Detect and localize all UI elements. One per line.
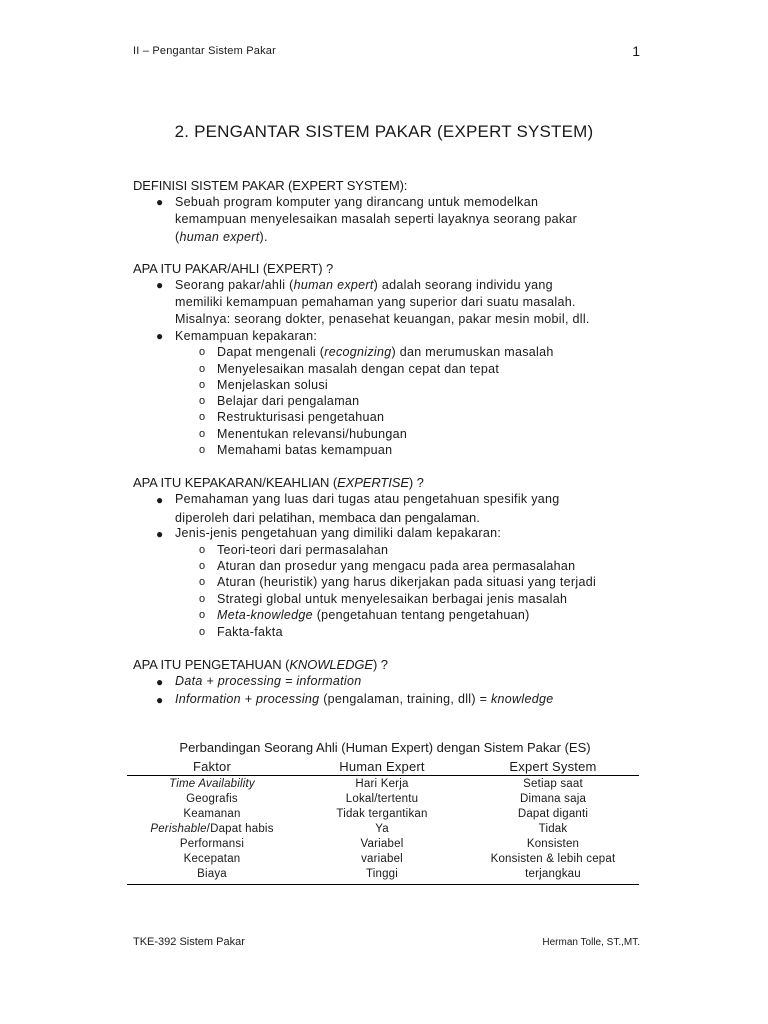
circle-bullet-icon: o <box>199 411 206 423</box>
bullet-icon: ● <box>156 278 164 292</box>
column-header: Expert System <box>467 758 639 776</box>
table-cell: Perishable/Dapat habis <box>150 822 274 835</box>
table-cell: terjangkau <box>467 866 639 885</box>
table-cell: Keamanan <box>183 807 241 820</box>
table-cell: Ya <box>375 822 389 835</box>
circle-bullet-icon: o <box>199 593 206 605</box>
circle-bullet-icon: o <box>199 576 206 588</box>
table-cell: Tidak <box>538 822 568 835</box>
sub-bullet-text: Meta-knowledge (pengetahuan tentang pengetahuan) <box>217 608 530 622</box>
section-heading-pakar: APA ITU PAKAR/AHLI (EXPERT) ? <box>133 261 334 276</box>
sub-bullet-text: Menjelaskan solusi <box>217 378 329 392</box>
bullet-icon: ● <box>156 329 164 343</box>
bullet-icon: ● <box>156 195 164 209</box>
page-number: 1 <box>632 43 640 59</box>
table-row <box>127 851 639 866</box>
table-cell: Konsisten & lebih cepat <box>490 852 616 865</box>
sub-bullet-text: Menyelesaikan masalah dengan cepat dan tepat <box>217 362 500 376</box>
sub-bullet-text: Aturan (heuristik) yang harus dikerjakan pada situasi yang terjadi <box>217 575 597 589</box>
footer-course: TKE-392 Sistem Pakar <box>133 936 245 948</box>
column-header: Faktor <box>127 758 297 776</box>
circle-bullet-icon: o <box>199 444 206 456</box>
sub-bullet-text: Dapat mengenali (recognizing) dan merumuskan masalah <box>217 345 554 359</box>
sub-bullet-text: Menentukan relevansi/hubungan <box>217 427 408 441</box>
table-cell: Time Availability <box>169 777 255 790</box>
table-cell: Konsisten <box>526 837 580 850</box>
sub-bullet-text: Teori-teori dari permasalahan <box>217 543 389 557</box>
table-cell: Tidak tergantikan <box>336 807 428 820</box>
running-header: II – Pengantar Sistem Pakar <box>133 45 276 57</box>
section-heading-pengetahuan: APA ITU PENGETAHUAN (KNOWLEDGE) ? <box>133 657 388 672</box>
bullet-icon: ● <box>156 693 164 707</box>
bullet-text: Kemampuan kepakaran: <box>175 329 318 343</box>
circle-bullet-icon: o <box>199 379 206 391</box>
circle-bullet-icon: o <box>199 428 206 440</box>
table-cell: Variabel <box>360 837 404 850</box>
table-cell: Setiap saat <box>523 777 583 790</box>
sub-bullet-text: Strategi global untuk menyelesaikan berbagai jenis masalah <box>217 592 568 606</box>
table-cell: Lokal/tertentu <box>345 792 419 805</box>
bullet-text: Seorang pakar/ahli (human expert) adalah seorang individu yang <box>175 278 553 292</box>
table-row <box>127 836 639 851</box>
bullet-text-cont: memiliki kemampuan pemahaman yang superior dari suatu masalah. <box>175 295 576 309</box>
circle-bullet-icon: o <box>199 363 206 375</box>
bullet-text: Pemahaman yang luas dari tugas atau pengetahuan spesifik yang <box>175 492 560 506</box>
circle-bullet-icon: o <box>199 346 206 358</box>
column-header: Human Expert <box>297 758 467 776</box>
bullet-text: Jenis-jenis pengetahuan yang dimiliki dalam kepakaran: <box>175 526 502 540</box>
table-cell: Biaya <box>127 866 297 885</box>
bullet-icon: ● <box>156 527 164 541</box>
table-cell: Dimana saja <box>519 792 587 805</box>
bullet-text-cont: diperoleh dari pelatihan, membaca dan pengalaman. <box>175 510 480 525</box>
table-row <box>127 821 639 836</box>
sub-bullet-text: Memahami batas kemampuan <box>217 443 393 457</box>
table-row <box>127 806 639 821</box>
section-heading-kepakaran: APA ITU KEPAKARAN/KEAHLIAN (EXPERTISE) ? <box>133 475 424 490</box>
circle-bullet-icon: o <box>199 560 206 572</box>
sub-bullet-text: Aturan dan prosedur yang mengacu pada area permasalahan <box>217 559 576 573</box>
comparison-table <box>127 758 639 885</box>
circle-bullet-icon: o <box>199 395 206 407</box>
table-cell: variabel <box>361 852 403 865</box>
circle-bullet-icon: o <box>199 626 206 638</box>
sub-bullet-text: Restrukturisasi pengetahuan <box>217 410 385 424</box>
footer-author: Herman Tolle, ST.,MT. <box>542 937 640 948</box>
table-cell: Dapat diganti <box>517 807 589 820</box>
sub-bullet-text: Belajar dari pengalaman <box>217 394 360 408</box>
sub-bullet-text: Fakta-fakta <box>217 625 283 639</box>
table-caption: Perbandingan Seorang Ahli (Human Expert) dengan Sistem Pakar (ES) <box>179 740 591 755</box>
circle-bullet-icon: o <box>199 544 206 556</box>
table-cell: Geografis <box>186 792 238 805</box>
bullet-text: Sebuah program komputer yang dirancang untuk memodelkan <box>175 195 539 209</box>
bullet-icon: ● <box>156 493 164 507</box>
table-row <box>127 791 639 806</box>
bullet-icon: ● <box>156 675 164 689</box>
bullet-text-cont: kemampuan menyelesaikan masalah seperti layaknya seorang pakar <box>175 212 578 226</box>
bullet-text-cont: (human expert). <box>175 230 268 244</box>
table-cell: Tinggi <box>297 866 467 885</box>
table-cell: Hari Kerja <box>355 777 409 790</box>
table-row <box>127 866 639 885</box>
bullet-text: Information + processing (pengalaman, training, dll) = knowledge <box>175 692 554 706</box>
table-cell: Performansi <box>179 837 245 850</box>
table-row <box>127 776 639 792</box>
table-cell: Kecepatan <box>183 852 241 865</box>
table-header-row <box>127 758 639 776</box>
bullet-text-cont: Misalnya: seorang dokter, penasehat keuangan, pakar mesin mobil, dll. <box>175 312 590 326</box>
circle-bullet-icon: o <box>199 609 206 621</box>
section-heading-definisi: DEFINISI SISTEM PAKAR (EXPERT SYSTEM): <box>133 178 408 193</box>
bullet-text: Data + processing = information <box>175 674 362 688</box>
page-title: 2. PENGANTAR SISTEM PAKAR (EXPERT SYSTEM) <box>174 122 594 141</box>
